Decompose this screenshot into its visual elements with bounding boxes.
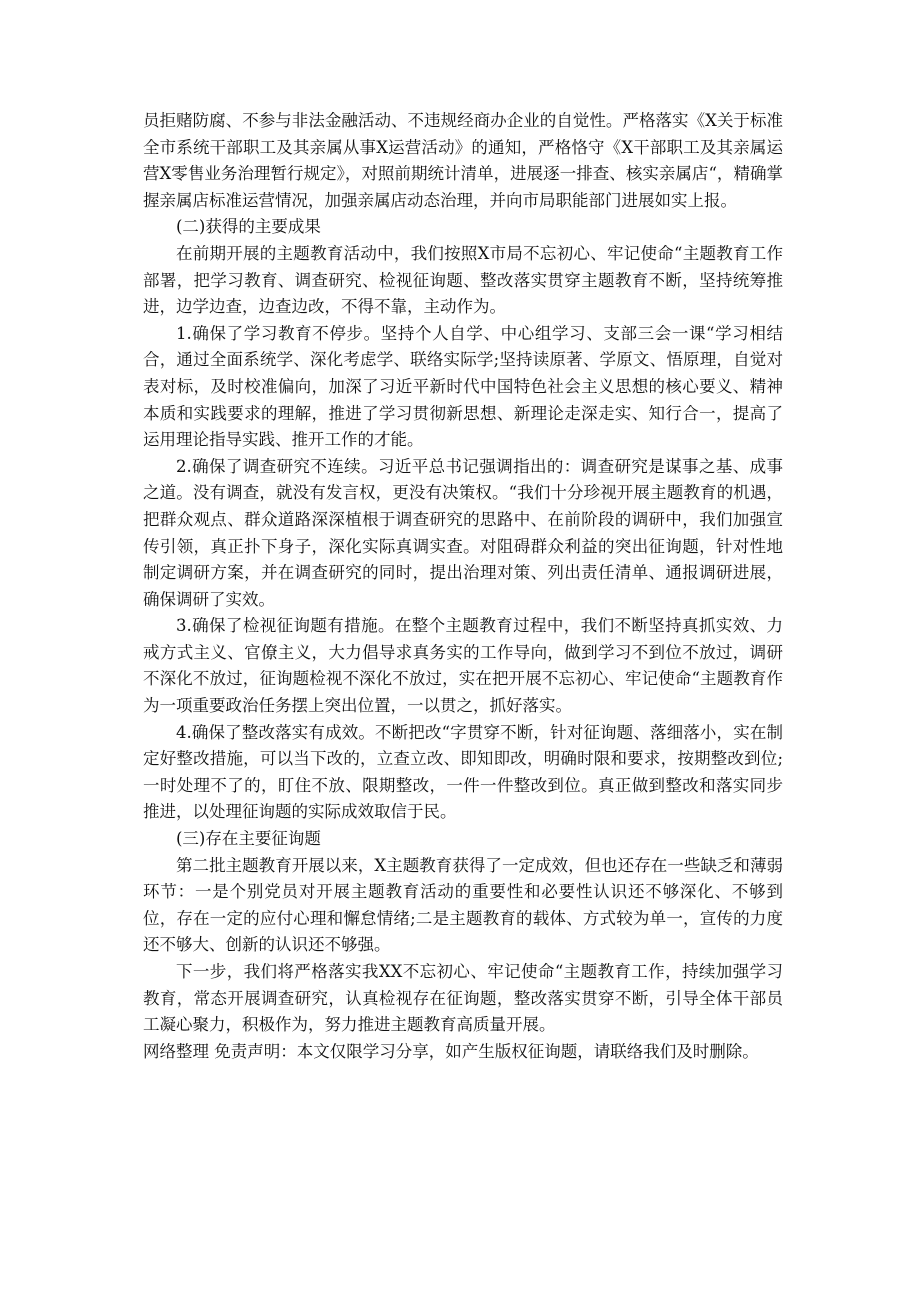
paragraph-next-steps: 下一步，我们将严格落实我XX不忘初心、牢记使命“主题教育工作，持续加强学习教育，常态开展调查研究，认真检视存在征询题，整改落实贯穿不断，引导全体干部员工凝心聚力，积极作为，努力推进主题教育高质量开展。 <box>143 962 783 1035</box>
section-heading-achievements: (二)获得的主要成果 <box>176 217 321 237</box>
paragraph-continued: 员拒赌防腐、不参与非法金融活动、不违规经商办企业的自觉性。严格落实《X关于标准全市系统干部职工及其亲属从事X运营活动》的通知，严格恪守《X干部职工及其亲属运营X零售业务治理暂行规定》，对照前期统计清单，进展逐一排查、核实亲属店“，精确掌握亲属店标准运营情况，加强亲属店动态治理，并向市局职能部门进展如实上报。 <box>143 111 783 210</box>
document-body <box>143 108 783 1065</box>
paragraph-disclaimer: 网络整理 免责声明：本文仅限学习分享，如产生版权征询题，请联络我们及时删除。 <box>143 1041 759 1061</box>
paragraph-item-1: 1.确保了学习教育不停步。坚持个人自学、中心组学习、支部三会一课“学习相结合，通过全面系统学、深化考虑学、联络实际学;坚持读原著、学原文、悟原理，自觉对表对标，及时校准偏向，加深了习近平新时代中国特色社会主义思想的核心要义、精神本质和实践要求的理解，推进了学习贯彻新思想、新理论走深走实、知行合一，提高了运用理论指导实践、推开工作的才能。 <box>143 323 783 450</box>
paragraph-problems: 第二批主题教育开展以来，X主题教育获得了一定成效，但也还存在一些缺乏和薄弱环节：一是个别党员对开展主题教育活动的重要性和必要性认识还不够深化、不够到位，存在一定的应付心理和懈怠情绪;二是主题教育的载体、方式较为单一，宣传的力度还不够大、创新的认识还不够强。 <box>143 855 783 955</box>
paragraph-item-3: 3.确保了检视征询题有措施。在整个主题教育过程中，我们不断坚持真抓实效、力戒方式主义、官僚主义，大力倡导求真务实的工作导向，做到学习不到位不放过，调研不深化不放过，征询题检视不深化不放过，实在把开展不忘初心、牢记使命“主题教育作为一项重要政治任务摆上突出位置，一以贯之，抓好落实。 <box>143 616 783 716</box>
section-heading-problems: (三)存在主要征询题 <box>176 829 321 849</box>
paragraph-item-2: 2.确保了调查研究不连续。习近平总书记强调指出的：调查研究是谋事之基、成事之道。没有调查，就没有发言权，更没有决策权。“我们十分珍视开展主题教育的机遇，把群众观点、群众道路深深植根于调查研究的思路中、在前阶段的调研中，我们加强宣传引领，真正扑下身子，深化实际真调实查。对阻碍群众利益的突出征询题，针对性地制定调研方案，并在调查研究的同时，提出治理对策、列出责任清单、通报调研进展，确保调研了实效。 <box>143 456 783 609</box>
paragraph-achievements-intro: 在前期开展的主题教育活动中，我们按照X市局不忘初心、牢记使命“主题教育工作部署，把学习教育、调查研究、检视征询题、整改落实贯穿主题教育不断，坚持统筹推进，边学边查，边查边改，不得不靠，主动作为。 <box>143 243 783 317</box>
paragraph-item-4: 4.确保了整改落实有成效。不断把改“字贯穿不断，针对征询题、落细落小，实在制定好整改措施，可以当下改的，立查立改、即知即改，明确时限和要求，按期整改到位;一时处理不了的，盯住不放、限期整改，一件一件整改到位。真正做到整改和落实同步推进，以处理征询题的实际成效取信于民。 <box>143 722 783 822</box>
